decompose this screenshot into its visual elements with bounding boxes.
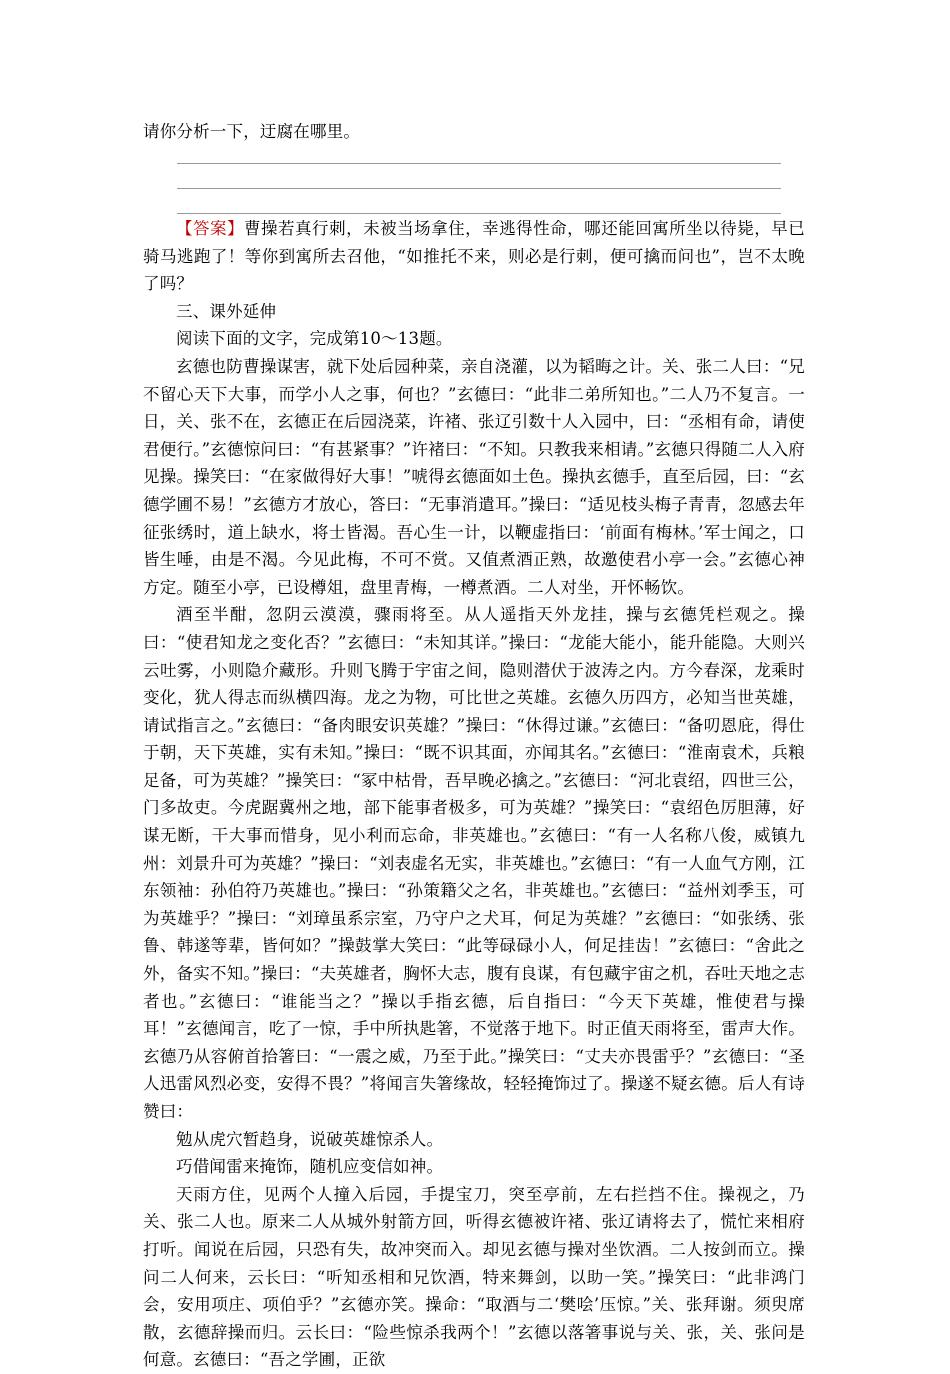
question-text [143,118,805,146]
answer-text: 曹操若真行刺，未被当场拿住，幸逃得性命，哪还能回寓所坐以待毙，早已骑马逃跑了！等你到寓所去召他，“如推托不来，则必是行刺，便可擒而问也”，岂不太晚了吗？ [143,219,805,294]
passage-paragraph-1: 玄德也防曹操谋害，就下处后园种菜，亲自浇灌，以为韬晦之计。关、张二人曰：“兄不留心天下大事，而学小人之事，何也？”玄德曰：“此非二弟所知也。”二人乃不复言。一日，关、张不在，玄德正在后园浇菜，许褚、张辽引数十人入园中，曰：“丞相有命，请使君便行。”玄德惊问曰：“有甚紧事？”许褚曰：“不知。只教我来相请。”玄德只得随二人入府见操。操笑曰：“在家做得好大事！”唬得玄德面如土色。操执玄德手，直至后园，曰：“玄德学圃不易！”玄德方才放心，答曰：“无事消遣耳。”操曰：“适见枝头梅子青青，忽感去年征张绣时，道上缺水，将士皆渴。吾心生一计，以鞭虚指曰：‘前面有梅林。’军士闻之，口皆生唾，由是不渴。今见此梅，不可不赏。又值煮酒正熟，故邀使君小亭一会。”玄德心神方定。随至小亭，已设樽俎，盘里青梅，一樽煮酒。二人对坐，开怀畅饮。 [143,356,805,597]
answer-blank-lines [177,150,781,214]
passage-paragraph-2: 酒至半酣，忽阴云漠漠，骤雨将至。从人遥指天外龙挂，操与玄德凭栏观之。操曰：“使君知龙之变化否？”玄德曰：“未知其详。”操曰：“龙能大能小，能升能隐。大则兴云吐雾，小则隐介藏形。升则飞腾于宇宙之间，隐则潜伏于波涛之内。方今春深，龙乘时变化，犹人得志而纵横四海。龙之为物，可比世之英雄。玄德久历四方，必知当世英雄，请试指言之。”玄德曰：“备肉眼安识英雄？”操曰：“休得过谦。”玄德曰：“备叨恩庇，得仕于朝，天下英雄，实有未知。”操曰：“既不识其面，亦闻其名。”玄德曰：“淮南袁术，兵粮足备，可为英雄？”操笑曰：“冢中枯骨，吾早晚必擒之。”玄德曰：“河北袁绍，四世三公，门多故吏。今虎踞冀州之地，部下能事者极多，可为英雄？”操笑曰：“袁绍色厉胆薄，好谋无断，干大事而惜身，见小利而忘命，非英雄也。”玄德曰：“有一人名称八俊，威镇九州：刘景升可为英雄？”操曰：“刘表虚名无实，非英雄也。”玄德曰：“有一人血气方刚，江东领袖：孙伯符乃英雄也。”操曰：“孙策籍父之名，非英雄也。”玄德曰：“益州刘季玉，可为英雄乎？”操曰：“刘璋虽系宗室，乃守户之犬耳，何足为英雄？”玄德曰：“如张绣、张鲁、韩遂等辈，皆何如？”操鼓掌大笑曰：“此等碌碌小人，何足挂齿！”玄德曰：“舍此之外，备实不知。”操曰：“夫英雄者，胸怀大志，腹有良谋，有包藏宇宙之机，吞吐天地之志者也。”玄德曰：“谁能当之？”操以手指玄德，后自指曰：“今天下英雄，惟使君与操耳！”玄德闻言，吃了一惊，手中所执匙箸，不觉落于地下。时正值天雨将至，雷声大作。玄德乃从容俯首拾箸曰：“一震之威，乃至于此。”操笑曰：“丈夫亦畏雷乎？”玄德曰：“圣人迅雷风烈必变，安得不畏？”将闻言失箸缘故，轻轻掩饰过了。操遂不疑玄德。后人有诗赞曰： [143,605,805,1121]
poem-line-2: 巧借闻雷来掩饰，随机应变信如神。 [176,1157,444,1177]
section-heading: 三、课外延伸 [176,301,277,321]
main-content [143,215,805,1374]
question-line: 请你分析一下，迂腐在哪里。 [143,122,361,141]
answer-blank-line [177,189,781,214]
answer-blank-line [177,150,781,164]
reading-instruction: 阅读下面的文字，完成第10～13题。 [176,329,453,349]
passage-paragraph-3: 天雨方住，见两个人撞入后园，手提宝刀，突至亭前，左右拦挡不住。操视之，乃关、张二人也。原来二人从城外射箭方回，听得玄德被许褚、张辽请将去了，慌忙来相府打听。闻说在后园，只恐有失，故冲突而入。却见玄德与操对坐饮酒。二人按剑而立。操问二人何来，云长曰：“听知丞相和兄饮酒，特来舞剑，以助一笑。”操笑曰：“此非鸿门会，安用项庄、项伯乎？”玄德亦笑。操命：“取酒与二‘樊哙’压惊。”关、张拜谢。须臾席散，玄德辞操而归。云长曰：“险些惊杀我两个！”玄德以落箸事说与关、张，关、张问是何意。玄德曰：“吾之学圃，正欲 [143,1184,805,1370]
answer-blank-line [177,164,781,189]
answer-tag: 【答案】 [176,219,245,238]
answer-paragraph [143,215,805,298]
poem-line-1: 勉从虎穴暂趋身，说破英雄惊杀人。 [176,1129,444,1149]
